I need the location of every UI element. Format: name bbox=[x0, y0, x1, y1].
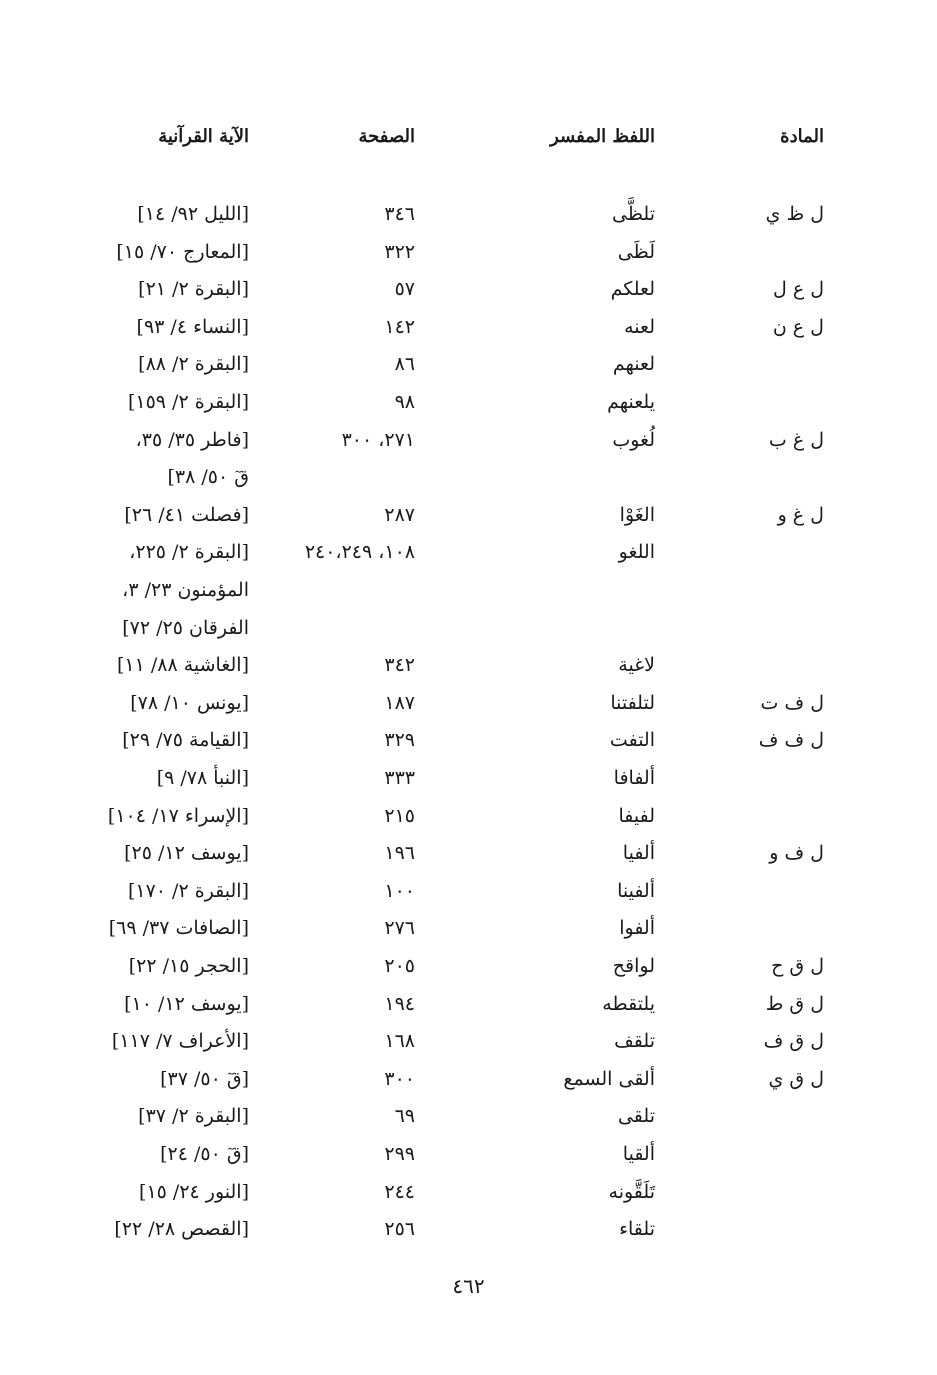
cell-page: ١٠٠ bbox=[384, 880, 415, 902]
cell-page: ١٠٨، ٢٤٠،٢٤٩ bbox=[304, 541, 415, 563]
cell-ayah: [البقرة ٢/ ٨٨] bbox=[138, 353, 249, 375]
cell-page: ٢٥٦ bbox=[384, 1218, 415, 1240]
cell-page: ٣٢٩ bbox=[384, 729, 415, 751]
cell-material: ل ق ح bbox=[771, 955, 824, 977]
cell-material bbox=[734, 647, 824, 684]
cell-ayah: [يونس ١٠/ ٧٨] bbox=[130, 692, 249, 714]
cell-ayah: المؤمنون ٢٣/ ٣، bbox=[122, 579, 249, 601]
table-row bbox=[0, 798, 937, 835]
header-material: المادة bbox=[780, 126, 824, 147]
table-row bbox=[0, 1098, 937, 1135]
cell-page: ٨٦ bbox=[394, 353, 415, 375]
header-word: اللفظ المفسر bbox=[550, 126, 655, 147]
cell-word bbox=[495, 572, 655, 609]
cell-page bbox=[265, 459, 415, 496]
cell-ayah: [البقرة ٢/ ٢١] bbox=[138, 278, 249, 300]
cell-ayah: قٓ ٥٠/ ٣٨] bbox=[167, 466, 249, 488]
cell-ayah: [البقرة ٢/ ١٥٩] bbox=[127, 391, 249, 413]
cell-ayah: [الغاشية ٨٨/ ١١] bbox=[116, 654, 249, 676]
cell-word: اللغو bbox=[618, 541, 655, 563]
cell-ayah: [الليل ٩٢/ ١٤] bbox=[137, 203, 249, 225]
cell-material: ل ع ل bbox=[772, 278, 824, 300]
table-row bbox=[0, 910, 937, 947]
cell-ayah: [النبأ ٧٨/ ٩] bbox=[156, 767, 249, 789]
cell-material: ل ف و bbox=[769, 842, 824, 864]
cell-material bbox=[734, 798, 824, 835]
cell-word: ألقى السمع bbox=[563, 1068, 655, 1090]
table-row bbox=[0, 572, 937, 609]
header-page: الصفحة bbox=[358, 126, 415, 147]
cell-ayah: [الحجر ١٥/ ٢٢] bbox=[128, 955, 249, 977]
page-number: ٤٦٢ bbox=[452, 1274, 485, 1298]
cell-word: تَلَقَّونه bbox=[608, 1181, 655, 1203]
cell-word: لعلكم bbox=[610, 278, 655, 300]
table-row bbox=[0, 422, 937, 459]
table-row bbox=[0, 534, 937, 571]
table-row bbox=[0, 346, 937, 383]
cell-material bbox=[734, 760, 824, 797]
cell-material: ل غ ب bbox=[768, 429, 824, 451]
table-row bbox=[0, 1061, 937, 1098]
cell-page: ٣٤٢ bbox=[384, 654, 415, 676]
cell-word: ألفافا bbox=[613, 767, 655, 789]
cell-page: ٦٩ bbox=[394, 1105, 415, 1127]
table-row bbox=[0, 610, 937, 647]
cell-material bbox=[734, 910, 824, 947]
cell-word: لاغية bbox=[618, 654, 655, 676]
cell-material bbox=[734, 384, 824, 421]
cell-ayah: [النور ٢٤/ ١٥] bbox=[139, 1181, 249, 1203]
cell-page: ١٩٦ bbox=[384, 842, 415, 864]
cell-material bbox=[734, 1211, 824, 1248]
cell-word: لعنهم bbox=[612, 353, 655, 375]
cell-word: تلقف bbox=[614, 1030, 655, 1052]
cell-material: ل ق ي bbox=[768, 1068, 824, 1090]
cell-page: ٢٩٩ bbox=[384, 1143, 415, 1165]
cell-page bbox=[265, 572, 415, 609]
cell-word: لعنه bbox=[624, 316, 655, 338]
cell-page: ٢٠٥ bbox=[384, 955, 415, 977]
cell-ayah: [فصلت ٤١/ ٢٦] bbox=[124, 504, 249, 526]
table-row bbox=[0, 1023, 937, 1060]
table-row bbox=[0, 948, 937, 985]
cell-word: ألقيا bbox=[622, 1143, 655, 1165]
cell-ayah: [قٓ ٥٠/ ٣٧] bbox=[160, 1068, 249, 1090]
cell-page bbox=[265, 610, 415, 647]
header-ayah: الآية القرآنية bbox=[158, 126, 249, 147]
cell-page: ٣٠٠ bbox=[384, 1068, 415, 1090]
cell-page: ١٤٢ bbox=[384, 316, 415, 338]
cell-word: ألفيا bbox=[622, 842, 655, 864]
cell-word: لَظَى bbox=[617, 241, 655, 263]
cell-material: ل ف ف bbox=[758, 729, 824, 751]
cell-word: لُغوب bbox=[612, 429, 655, 451]
cell-material bbox=[734, 1136, 824, 1173]
table-row bbox=[0, 647, 937, 684]
cell-word: تلظَّى bbox=[611, 203, 655, 225]
table-row bbox=[0, 873, 937, 910]
table-header bbox=[0, 118, 937, 155]
cell-page: ٩٨ bbox=[394, 391, 415, 413]
cell-page: ٣٤٦ bbox=[384, 203, 415, 225]
table-row bbox=[0, 1136, 937, 1173]
cell-page: ١٦٨ bbox=[384, 1030, 415, 1052]
cell-material bbox=[734, 534, 824, 571]
cell-word: لتلفتنا bbox=[610, 692, 655, 714]
cell-ayah: [الإسراء ١٧/ ١٠٤] bbox=[107, 805, 249, 827]
cell-material: ل ظ ي bbox=[765, 203, 824, 225]
cell-word bbox=[495, 459, 655, 496]
cell-word: يلتقطه bbox=[602, 993, 655, 1015]
cell-material: ل ع ن bbox=[772, 316, 824, 338]
table-row bbox=[0, 384, 937, 421]
table-row bbox=[0, 234, 937, 271]
table-row bbox=[0, 271, 937, 308]
cell-page: ٢٤٤ bbox=[384, 1181, 415, 1203]
cell-material: ل ف ت bbox=[760, 692, 824, 714]
cell-material bbox=[734, 1098, 824, 1135]
cell-material bbox=[734, 610, 824, 647]
cell-word: لفيفا bbox=[618, 805, 655, 827]
cell-ayah: [النساء ٤/ ٩٣] bbox=[136, 316, 249, 338]
cell-ayah: [يوسف ١٢/ ١٠] bbox=[124, 993, 249, 1015]
cell-ayah: [الأعراف ٧/ ١١٧] bbox=[111, 1030, 249, 1052]
table-row bbox=[0, 835, 937, 872]
cell-page: ٣٣٣ bbox=[384, 767, 415, 789]
cell-word: ألفينا bbox=[617, 880, 655, 902]
cell-word bbox=[495, 610, 655, 647]
cell-word: التفت bbox=[609, 729, 655, 751]
cell-material bbox=[734, 873, 824, 910]
cell-word: يلعنهم bbox=[607, 391, 655, 413]
cell-material bbox=[734, 346, 824, 383]
cell-page: ١٨٧ bbox=[384, 692, 415, 714]
cell-word: تلقاء bbox=[619, 1218, 655, 1240]
table-row bbox=[0, 722, 937, 759]
cell-page: ٥٧ bbox=[394, 278, 415, 300]
table-row bbox=[0, 986, 937, 1023]
cell-ayah: [الصافات ٣٧/ ٦٩] bbox=[108, 917, 249, 939]
cell-page: ٢٧١، ٣٠٠ bbox=[341, 429, 415, 451]
cell-ayah: [قٓ ٥٠/ ٢٤] bbox=[160, 1143, 249, 1165]
cell-material bbox=[734, 572, 824, 609]
cell-ayah: [البقرة ٢/ ١٧٠] bbox=[127, 880, 249, 902]
table-row bbox=[0, 760, 937, 797]
cell-ayah: [القيامة ٧٥/ ٢٩] bbox=[122, 729, 249, 751]
cell-page: ٢٧٦ bbox=[384, 917, 415, 939]
cell-ayah: [البقرة ٢/ ٢٢٥، bbox=[129, 541, 249, 563]
table-row bbox=[0, 459, 937, 496]
cell-material bbox=[734, 234, 824, 271]
cell-word: الغَوْا bbox=[619, 504, 655, 526]
cell-page: ٣٢٢ bbox=[384, 241, 415, 263]
cell-ayah: [المعارج ٧٠/ ١٥] bbox=[116, 241, 249, 263]
table-row bbox=[0, 1211, 937, 1248]
cell-ayah: الفرقان ٢٥/ ٧٢] bbox=[122, 617, 249, 639]
table-row bbox=[0, 309, 937, 346]
cell-word: لواقح bbox=[612, 955, 655, 977]
cell-ayah: [البقرة ٢/ ٣٧] bbox=[138, 1105, 249, 1127]
cell-material bbox=[734, 1174, 824, 1211]
cell-material: ل ق ف bbox=[763, 1030, 824, 1052]
cell-ayah: [فاطر ٣٥/ ٣٥، bbox=[135, 429, 249, 451]
cell-material: ل غ و bbox=[777, 504, 824, 526]
table-row bbox=[0, 1174, 937, 1211]
table-row bbox=[0, 196, 937, 233]
cell-word: ألفوا bbox=[619, 917, 655, 939]
cell-ayah: [يوسف ١٢/ ٢٥] bbox=[124, 842, 249, 864]
cell-ayah: [القصص ٢٨/ ٢٢] bbox=[114, 1218, 249, 1240]
cell-material: ل ق ط bbox=[765, 993, 824, 1015]
cell-page: ٢٨٧ bbox=[384, 504, 415, 526]
cell-page: ٢١٥ bbox=[384, 805, 415, 827]
table-row bbox=[0, 497, 937, 534]
table-row bbox=[0, 685, 937, 722]
cell-material bbox=[734, 459, 824, 496]
cell-page: ١٩٤ bbox=[384, 993, 415, 1015]
cell-word: تلقى bbox=[617, 1105, 655, 1127]
